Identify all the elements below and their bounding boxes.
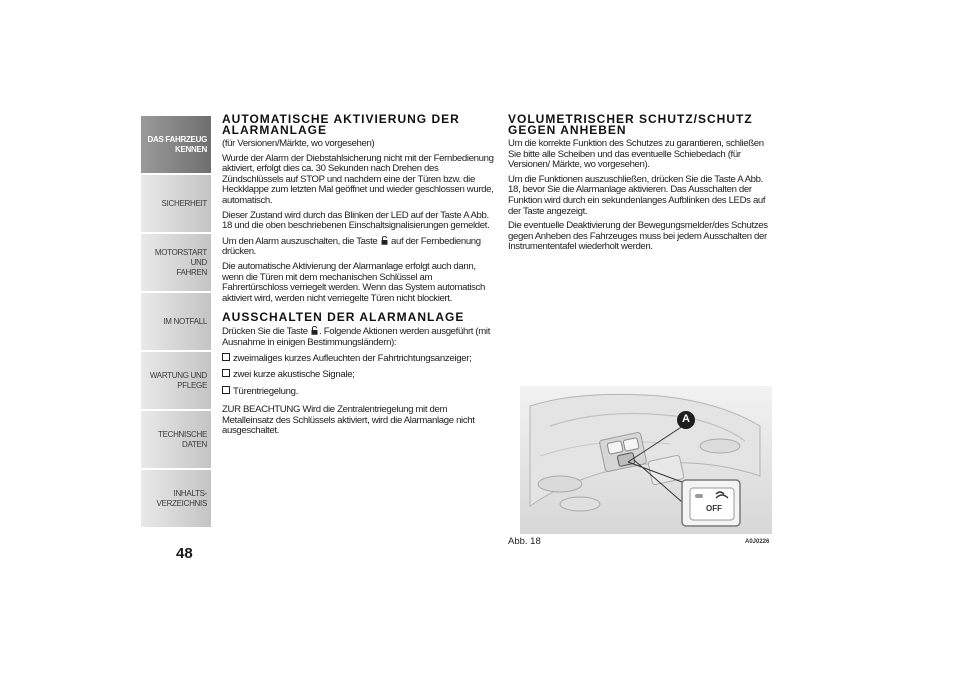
tab-label: DAS FAHRZEUG KENNEN [147, 134, 207, 154]
unlock-icon [311, 326, 318, 335]
callout-a-label: A [682, 413, 690, 425]
left-column [222, 114, 494, 441]
tab-label: TECHNISCHE DATEN [157, 429, 207, 449]
text-fragment: Drücken Sie die Taste [222, 326, 308, 338]
tab-das-fahrzeug-kennen[interactable] [141, 116, 211, 175]
checkbox-bullet-icon [222, 386, 230, 394]
figure-code: A0J0226 [745, 539, 770, 545]
note-paragraph: ZUR BEACHTUNG Wird die Zentralentriegelung mit dem Metalleinsatz des Schlüssels aktiviert, wird die Alarmanlage nicht ausgeschaltet. [222, 404, 475, 437]
paragraph: Um die korrekte Funktion des Schutzes zu garantieren, schließen Sie bitte alle Scheiben und das eventuelle Schiebedach (für Versionen/ Märkte, wo vorgesehen). [508, 138, 764, 171]
tab-label: INHALTS- VERZEICHNIS [156, 488, 207, 508]
page-number: 48 [176, 545, 193, 562]
checkbox-bullet-icon [222, 353, 230, 361]
text-fragment: . Folgende Aktionen werden ausgeführt (mit Ausnahme in einigen Bestimmungsländern): [222, 326, 491, 348]
paragraph: (für Versionen/Märkte, wo vorgesehen) [222, 138, 375, 149]
chapter-sidebar [141, 116, 211, 529]
tab-sicherheit[interactable] [141, 175, 211, 234]
unlock-icon [381, 236, 388, 245]
right-column [508, 114, 774, 257]
paragraph: Um die Funktionen auszuschließen, drücken Sie die Taste A Abb. 18, bevor Sie die Alarmanlage aktivieren. Das Ausschalten der Funktion wird durch ein sekundenlanges Aufblinken des LEDs auf der Taste angezeigt. [508, 173, 766, 217]
list-item-text: zweimaliges kurzes Aufleuchten der Fahrtrichtungsanzeiger; [233, 352, 472, 364]
tab-motorstart-und-fahren[interactable] [141, 234, 211, 293]
tab-label: WARTUNG UND PFLEGE [149, 370, 207, 390]
section-title-volumetric-protection: VOLUMETRISCHER SCHUTZ/SCHUTZ GEGEN ANHEBEN [508, 112, 753, 137]
list-item [222, 353, 494, 365]
figure-abb-18 [520, 386, 772, 534]
ceiling-console-illustration [520, 386, 772, 534]
tab-label: IM NOTFALL [163, 316, 207, 326]
list-item-text: zwei kurze akustische Signale; [233, 369, 355, 381]
tab-technische-daten[interactable] [141, 411, 211, 470]
figure-caption: Abb. 18 [508, 536, 541, 547]
paragraph [222, 326, 494, 348]
paragraph: Die eventuelle Deaktivierung der Bewegungsmelder/des Schutzes gegen Anheben des Fahrzeuges muss bei jedem Ausschalten der Instrumententafel wiederholt werden. [508, 220, 768, 253]
text-fragment: Um den Alarm auszuschalten, die Taste [222, 235, 378, 247]
text-fragment: auf der Fernbedienung drücken. [222, 235, 481, 258]
list-item-text: Türentriegelung. [233, 385, 299, 397]
off-button-label: OFF [706, 504, 722, 513]
tab-label: MOTORSTART UND FAHREN [154, 247, 207, 277]
section-title-automatic-activation: AUTOMATISCHE AKTIVIERUNG DER ALARMANLAGE [222, 112, 460, 137]
section-title-deactivation: AUSSCHALTEN DER ALARMANLAGE [222, 310, 465, 325]
paragraph: Dieser Zustand wird durch das Blinken der LED auf der Taste A Abb. 18 und die oben beschriebenen Einschaltsignalisierungen gemeldet. [222, 209, 490, 232]
checkbox-bullet-icon [222, 369, 230, 377]
paragraph [222, 236, 494, 258]
tab-inhaltsverzeichnis[interactable] [141, 470, 211, 529]
paragraph: Die automatische Aktivierung der Alarmanlage erfolgt auch dann, wenn die Türen mit dem mechanischen Schlüssel am Fahrertürschloss verriegelt werden. Wenn das System automatisch aktiviert wird, werden nicht verriegelte Türen nicht blockiert. [222, 260, 486, 304]
paragraph: Wurde der Alarm der Diebstahlsicherung nicht mit der Fernbedienung aktiviert, erfolgt dies ca. 30 Sekunden nach Drehen des Zündschlüssels auf STOP und nachdem eine der Türen bzw. die Heckklappe zum letzten Mal geöffnet und wieder geschlossen wurde, automatisch. [222, 152, 494, 206]
tab-im-notfall[interactable] [141, 293, 211, 352]
list-item [222, 369, 494, 381]
list-item [222, 386, 494, 398]
tab-wartung-und-pflege[interactable] [141, 352, 211, 411]
tab-label: SICHERHEIT [161, 198, 207, 208]
